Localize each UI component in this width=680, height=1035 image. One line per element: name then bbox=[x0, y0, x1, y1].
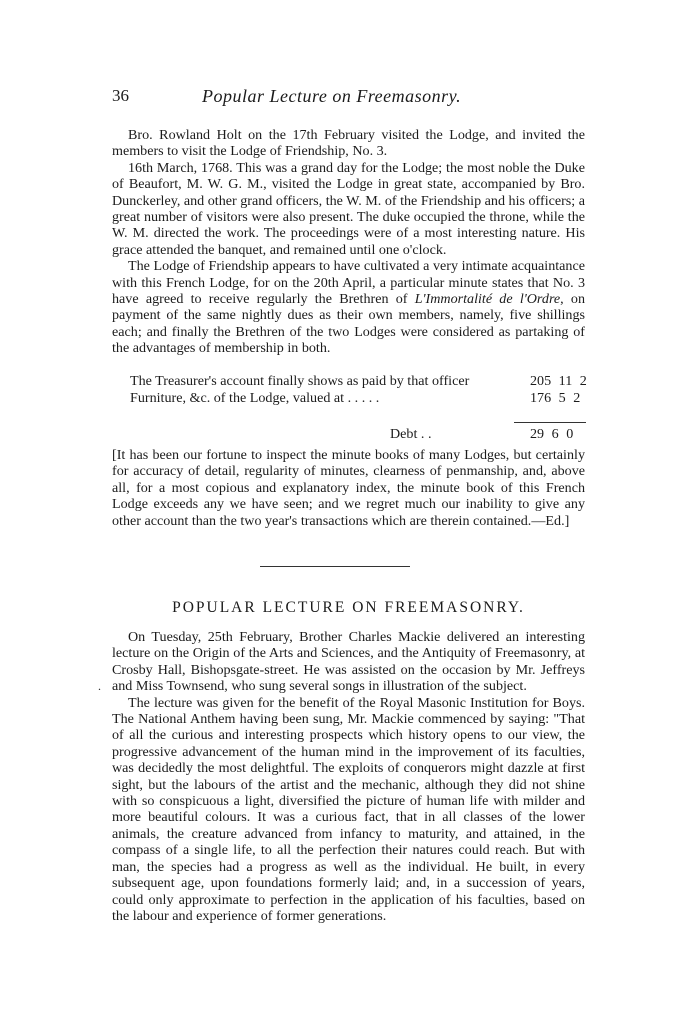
paragraph-duke-visit: 16th March, 1768. This was a grand day for the Lodge; the most noble the Duke of Beaufort, M. W. G. M., visited the Lodge in great state, accompanied by Bro. Dunckerley, and other grand officers, the W. M. of the Friendship and his officers; a great number of visitors were also present. The duke occupied the throne, while the W. M. directed the work. The proceedings were of a most interesting nature. His grace attended the banquet, and remained until one o'clock. bbox=[112, 159, 585, 258]
running-title: Popular Lecture on Freemasonry. bbox=[202, 86, 462, 106]
sum-rule bbox=[514, 422, 586, 423]
margin-mark: . bbox=[98, 679, 101, 693]
section-title: POPULAR LECTURE ON FREEMASONRY. bbox=[172, 599, 525, 616]
lodge-name-italic: L'Immortalité de l'Ordre bbox=[414, 291, 561, 308]
editor-note bbox=[112, 447, 585, 529]
debt-amount: 29 6 0 bbox=[530, 426, 574, 442]
account-label: The Treasurer's account finally shows as paid by that officer bbox=[130, 373, 470, 389]
lecture-section bbox=[112, 629, 585, 924]
section-divider bbox=[260, 566, 410, 567]
paragraph-lodge-friendship bbox=[112, 258, 585, 356]
account-label: Furniture, &c. of the Lodge, valued at . . . . . bbox=[130, 390, 380, 406]
account-amount: 205 11 2 bbox=[530, 373, 587, 389]
lodge-history-section bbox=[112, 127, 585, 357]
paragraph-part: , on payment of the same nightly dues as their own members, namely, five shillings each; and finally the Brethren of the two Lodges were considered as partaking of the advantages of membership in both. bbox=[112, 291, 586, 357]
paragraph-holt-visit: Bro. Rowland Holt on the 17th February visited the Lodge, and invited the members to visit the Lodge of Friendship, No. 3. bbox=[112, 127, 585, 160]
account-amount: 176 5 2 bbox=[530, 390, 581, 406]
paragraph-part: The Lodge of Friendship appears to have cultivated a very intimate acquaintance with this French Lodge, for on the 20th April, a particular minute states that No. 3 have agreed to receive regularly the Brethren of bbox=[112, 258, 585, 308]
editor-note-text: [It has been our fortune to inspect the minute books of many Lodges, but certainly for accuracy of detail, regularity of minutes, clearness of penmanship, and, above all, for a most copious and explanatory index, the minute book of this French Lodge exceeds any we have seen; and we regret much our inability to give any other account than the two year's transactions which are therein contained.—Ed.] bbox=[112, 447, 585, 529]
paragraph-lecture-body: The lecture was given for the benefit of the Royal Masonic Institution for Boys. The National Anthem having been sung, Mr. Mackie commenced by saying: "That of all the curious and interesting prospects which history opens to our view, the progressive advancement of the human mind in the improvement of its faculties, was decidedly the most delightful. The exploits of conquerors might dazzle at first sight, but the labours of the artist and the mechanic, although they did not shine with so conspicuous a light, diversified the picture of human life with milder and more beautiful colours. It was a curious fact, that in all classes of the lower animals, the creature advanced from infancy to maturity, and attained, in the compass of a single life, to all the perfection their natures could reach. But with man, the species had a progress as well as the individual. He built, in every subsequent age, upon foundations formerly laid; and, in a succession of years, could only approximate to perfection in the application of his faculties, based on the labour and experience of former generations. bbox=[112, 694, 585, 924]
paragraph-lecture-intro: On Tuesday, 25th February, Brother Charles Mackie delivered an interesting lecture on the Origin of the Arts and Sciences, and the Antiquity of Freemasonry, at Crosby Hall, Bishopsgate-street. He was assisted on the occasion by Mr. Jeffreys and Miss Townsend, who sung several songs in illustration of the subject. bbox=[112, 629, 585, 695]
debt-label: Debt . . bbox=[390, 426, 432, 442]
page-header bbox=[112, 86, 582, 110]
page-number: 36 bbox=[112, 86, 129, 105]
